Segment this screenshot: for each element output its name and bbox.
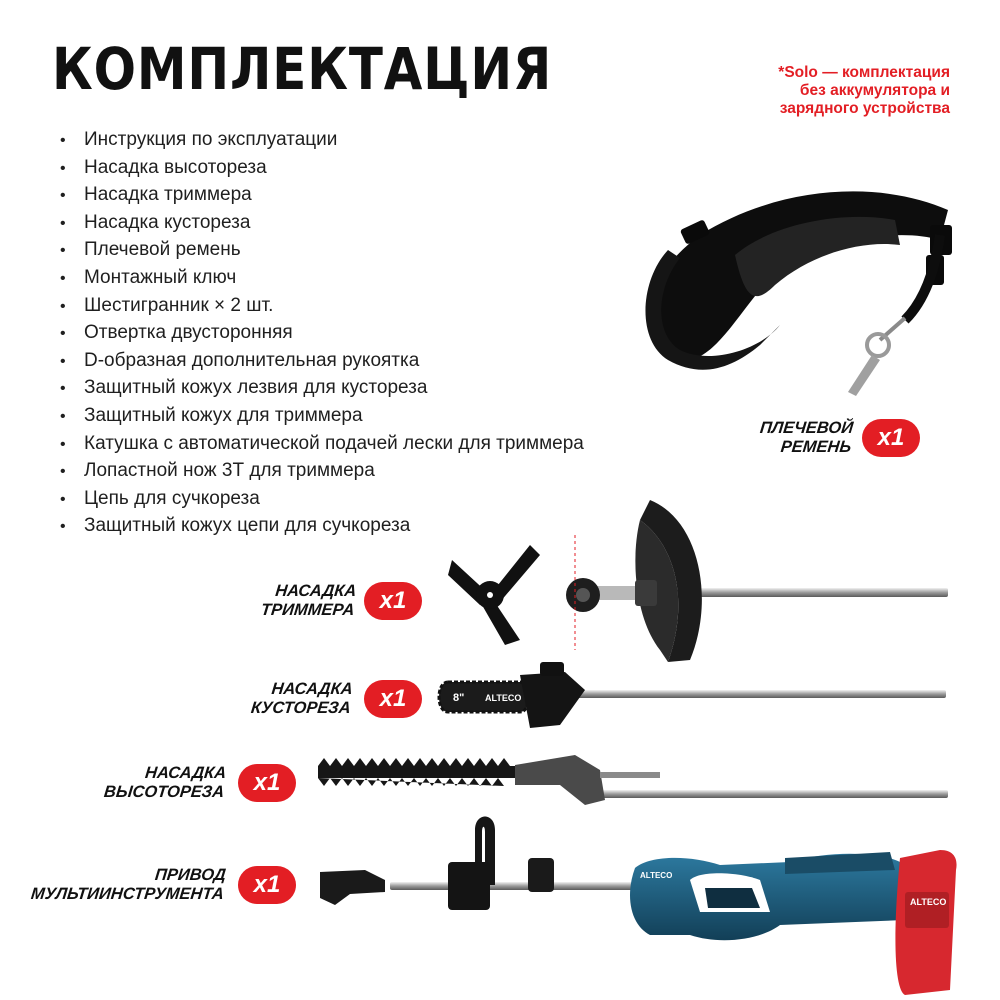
trimmer-qty-badge: x1 xyxy=(364,582,422,620)
battery-brand-mark: ALTECO xyxy=(910,897,947,907)
trimmer-label: НАСАДКА ТРИММЕРА xyxy=(259,582,357,619)
list-item: • Монтажный ключ xyxy=(60,265,584,293)
brand-mark: ALTECO xyxy=(485,693,522,703)
solo-note-line: зарядного устройства xyxy=(779,100,950,117)
list-item: • Лопастной нож 3Т для триммера xyxy=(60,458,584,486)
list-item: • Плечевой ремень xyxy=(60,237,584,265)
list-item: • Насадка высотореза xyxy=(60,155,584,183)
hedge-label: НАСАДКА ВЫСОТОРЕЗА xyxy=(102,764,227,801)
list-item: • Шестигранник × 2 шт. xyxy=(60,293,584,321)
trimmer-attachment-image xyxy=(448,500,948,662)
drive-label: ПРИВОД МУЛЬТИИНСТРУМЕНТА xyxy=(30,866,227,903)
page-title: КОМПЛЕКТАЦИЯ xyxy=(52,35,553,103)
list-item: • Защитный кожух для триммера xyxy=(60,403,584,431)
list-item: • Катушка с автоматической подачей лески для триммера xyxy=(60,431,584,459)
list-item: • Цепь для сучкореза xyxy=(60,486,584,514)
list-item: • Защитный кожух лезвия для кустореза xyxy=(60,375,584,403)
solo-note-line: *Solo — комплектация xyxy=(778,64,950,81)
list-item: • Защитный кожух цепи для сучкореза xyxy=(60,513,584,541)
list-item: • Инструкция по эксплуатации xyxy=(60,127,584,155)
strap-label: ПЛЕЧЕВОЙ РЕМЕНЬ xyxy=(758,419,854,456)
drive-unit-image xyxy=(320,817,957,996)
shoulder-strap-image xyxy=(645,191,952,396)
pole-saw-attachment-image xyxy=(439,662,946,728)
strap-qty-badge: x1 xyxy=(862,419,920,457)
tool-brand-mark: ALTECO xyxy=(640,871,673,880)
list-item: • D-образная дополнительная рукоятка xyxy=(60,348,584,376)
list-item: • Насадка кустореза xyxy=(60,210,584,238)
bar-size-mark: 8" xyxy=(453,692,465,704)
solo-note-line: без аккумулятора и xyxy=(799,82,950,99)
list-item: • Отвертка двусторонняя xyxy=(60,320,584,348)
drive-qty-badge: x1 xyxy=(238,866,296,904)
pruner-label: НАСАДКА КУСТОРЕЗА xyxy=(250,680,354,717)
hedge-qty-badge: x1 xyxy=(238,764,296,802)
pruner-qty-badge: x1 xyxy=(364,680,422,718)
hedge-trimmer-attachment-image xyxy=(318,755,948,805)
list-item: • Насадка триммера xyxy=(60,182,584,210)
